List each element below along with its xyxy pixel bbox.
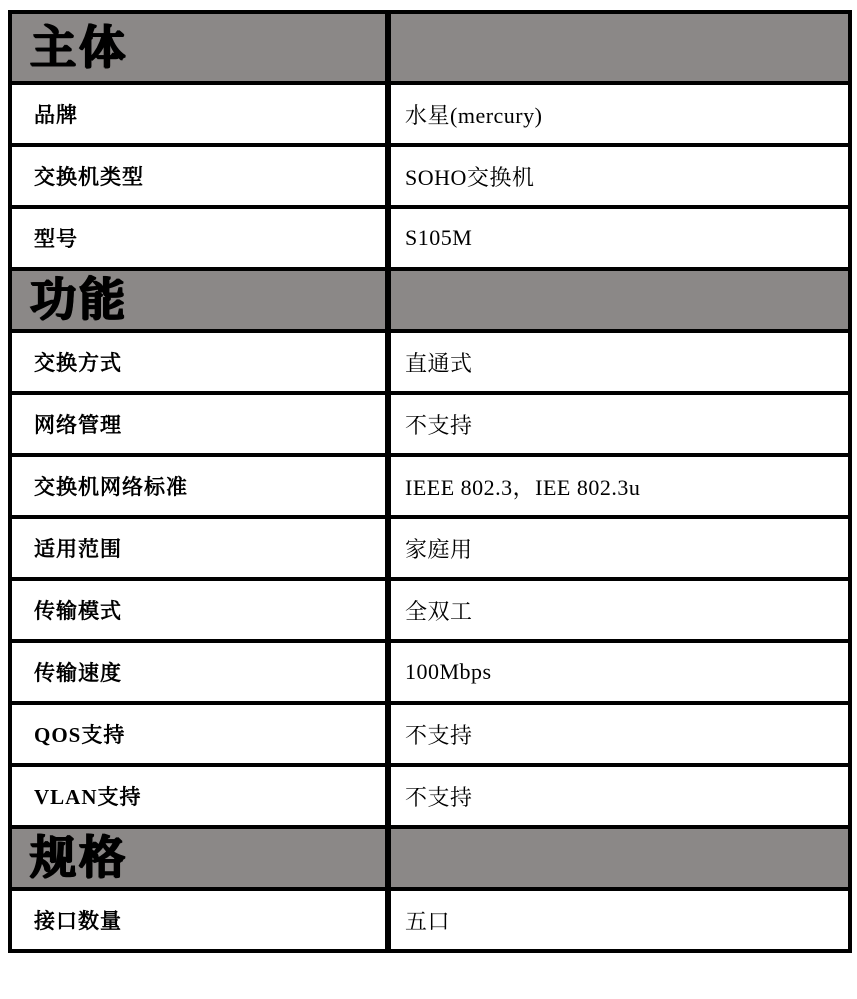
- spec-label: VLAN支持: [34, 785, 142, 809]
- table-row: [10, 393, 850, 455]
- spec-value: 直通式: [405, 350, 473, 376]
- spec-label-cell: [10, 889, 388, 951]
- spec-value: 家庭用: [405, 536, 473, 562]
- table-row: [10, 579, 850, 641]
- section-empty-cell: [388, 12, 850, 83]
- table-row: [10, 145, 850, 207]
- spec-value-cell: [388, 517, 850, 579]
- section-title-cell: [10, 269, 388, 331]
- section-title: 功能: [30, 274, 128, 325]
- table-row: [10, 517, 850, 579]
- spec-label-cell: [10, 393, 388, 455]
- spec-label: 网络管理: [34, 413, 122, 437]
- section-header-row: [10, 12, 850, 83]
- spec-label-cell: [10, 765, 388, 827]
- spec-label-cell: [10, 83, 388, 145]
- spec-value-cell: [388, 703, 850, 765]
- table-row: [10, 331, 850, 393]
- spec-value: 100Mbps: [405, 659, 492, 684]
- spec-label: 适用范围: [34, 537, 122, 561]
- table-row: [10, 703, 850, 765]
- spec-value-cell: [388, 83, 850, 145]
- spec-label-cell: [10, 455, 388, 517]
- spec-value: S105M: [405, 225, 473, 250]
- section-title-cell: [10, 827, 388, 889]
- spec-label-cell: [10, 517, 388, 579]
- spec-label: 传输速度: [34, 661, 122, 685]
- spec-value-cell: [388, 455, 850, 517]
- spec-label: QOS支持: [34, 723, 126, 747]
- spec-label: 型号: [34, 227, 78, 251]
- spec-value: IEEE 802.3，IEE 802.3u: [405, 474, 641, 500]
- spec-value-cell: [388, 331, 850, 393]
- spec-label-cell: [10, 703, 388, 765]
- section-empty-cell: [388, 827, 850, 889]
- spec-value: 全双工: [405, 598, 473, 624]
- spec-label-cell: [10, 331, 388, 393]
- spec-label-cell: [10, 207, 388, 269]
- table-row: [10, 889, 850, 951]
- section-title: 规格: [30, 832, 128, 883]
- spec-label: 交换机类型: [34, 165, 144, 189]
- spec-label: 品牌: [34, 103, 78, 127]
- section-title-cell: [10, 12, 388, 83]
- spec-label-cell: [10, 579, 388, 641]
- spec-value: 五口: [405, 908, 451, 934]
- spec-value-cell: [388, 393, 850, 455]
- spec-value: SOHO交换机: [405, 164, 535, 190]
- spec-value-cell: [388, 579, 850, 641]
- table-row: [10, 765, 850, 827]
- table-row: [10, 207, 850, 269]
- spec-value-cell: [388, 889, 850, 951]
- table-row: [10, 641, 850, 703]
- table-row: [10, 455, 850, 517]
- spec-label: 交换机网络标准: [34, 475, 188, 499]
- spec-label-cell: [10, 641, 388, 703]
- section-empty-cell: [388, 269, 850, 331]
- spec-value-cell: [388, 641, 850, 703]
- spec-value-cell: [388, 207, 850, 269]
- spec-value: 不支持: [405, 412, 473, 438]
- section-title: 主体: [30, 21, 128, 73]
- spec-value-cell: [388, 765, 850, 827]
- spec-value: 不支持: [405, 722, 473, 748]
- section-header-row: [10, 269, 850, 331]
- spec-label: 交换方式: [34, 351, 122, 375]
- spec-value-cell: [388, 145, 850, 207]
- spec-value: 水星(mercury): [405, 102, 543, 128]
- spec-label: 接口数量: [34, 909, 122, 933]
- spec-value: 不支持: [405, 784, 473, 810]
- spec-label-cell: [10, 145, 388, 207]
- section-header-row: [10, 827, 850, 889]
- spec-label: 传输模式: [34, 599, 122, 623]
- table-row: [10, 83, 850, 145]
- spec-table: [8, 10, 852, 953]
